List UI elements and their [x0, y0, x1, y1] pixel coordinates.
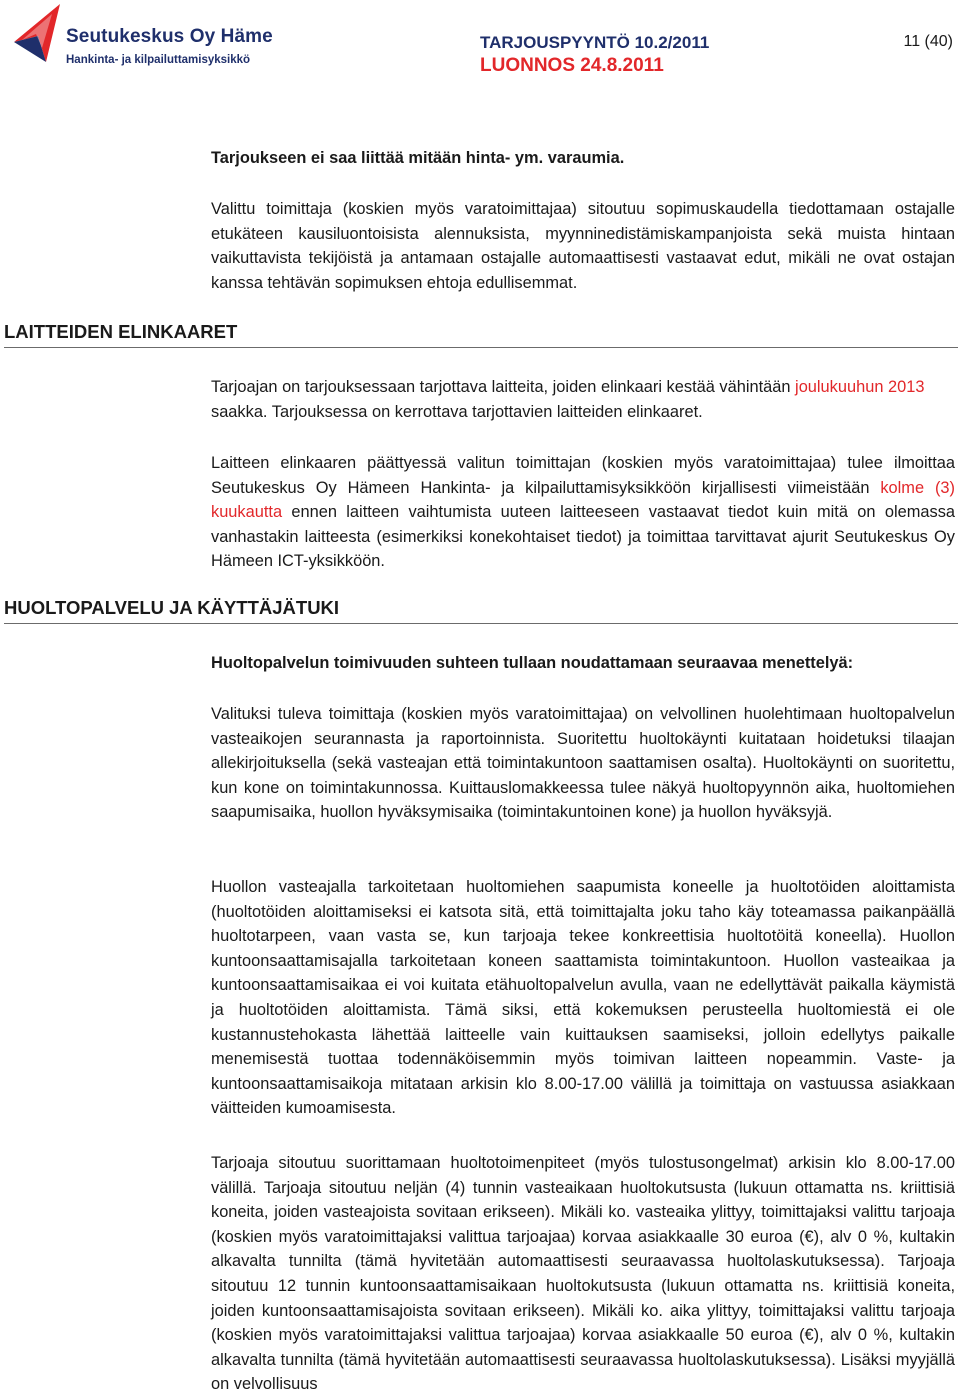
paragraph-service-2: Huollon vasteajalla tarkoitetaan huoltomiehen saapumista koneelle ja huoltotöiden aloittamista (huoltotöiden aloittamiseksi ei katsota sitä, että toimittajalta joku taho käy toteamassa paikanpäällä huoltotarpeen, vaan vasta se, kun tarjoaja tekee konkreettisia huoltotöitä koneella). Huollon kuntoonsaattamisajalla tarkoitetaan koneen saattamista toimintakuntoon. Huollon vasteaikaa ja kuntoonsaattamisaikaa ei voi kuitata etähuoltopalvelun avulla, vaan ne edellyttävät paikalla käymistä ja huoltotöiden aloittamista. Tämä siksi, että kokemuksen perusteella huoltomiestä ei ole kustannustehokasta lähettää laitteelle vain kuittauksen saamiseksi, jolloin edellytys paikalle menemisestä tuottaa todennäköisemmin myös toimivan laitteen nopeammin. Vaste- ja kuntoonsaattamisaikoja mitataan arkisin klo 8.00-17.00 välillä ja toimittaja on vastuussa asiakkaan väitteiden kumoamisesta. — [211, 878, 955, 1118]
paragraph-end-of-life — [211, 451, 955, 574]
lifecycle-text-a: Tarjoajan on tarjouksessaan tarjottava laitteita, joiden elinkaari kestää vähintään — [211, 378, 796, 396]
end-deadline-highlight: kolme (3) kuukautta — [211, 478, 956, 522]
paragraph-service-heading: Huoltopalvelun toimivuuden suhteen tullaan noudattamaan seuraavaa menettelyä: — [211, 654, 854, 672]
paragraph-lifecycle — [211, 375, 955, 424]
section-divider — [4, 623, 958, 624]
paragraph-service-1: Valituksi tuleva toimittaja (koskien myös varatoimittajaa) on velvollinen huolehtimaan huoltopalvelun vasteaikojen seurannasta ja raportoinnista. Suoritettu huoltokäynti kuitataan hoidetuksi tilaajan allekirjoituksella (sekä vasteajan että toimintakuntoon saattamisen osalta). Huoltokäynti on suoritettu, kun kone on toimintakunnossa. Kuittauslomakkeessa tulee näkyä huoltopyynnön aika, huoltomiehen saapumisaika, huollon hyväksymisaika (toimintakuntoinen kone) ja huollon hyväksyjä. — [211, 705, 955, 822]
page-number: 11 (40) — [903, 33, 953, 50]
organization-unit: Hankinta- ja kilpailuttamisyksikkö — [66, 54, 251, 66]
section-divider — [4, 347, 958, 348]
lifecycle-text-b: saakka. Tarjouksessa on kerrottava tarjottavien laitteiden elinkaaret. — [211, 402, 703, 421]
section-heading-lifecycle: LAITTEIDEN ELINKAARET — [4, 321, 238, 342]
paragraph-discounts: Valittu toimittaja (koskien myös varatoimittajaa) sitoutuu sopimuskaudella tiedottamaan ostajalle etukäteen kausiluontoisista alennuksista, myynninedistämiskampanjoista sekä muista hintaan vaikuttavista tekijöistä ja antamaan ostajalle automaattisesti vastaavat edut, mikäli ne ovat ostajan kanssa tehtävän sopimuksen ehtoja edullisemmat. — [211, 200, 955, 292]
lifecycle-date-highlight: joulukuuhun 2013 — [795, 378, 925, 396]
paragraph-no-reservations: Tarjoukseen ei saa liittää mitään hinta- ym. varaumia. — [211, 149, 625, 167]
section-heading-service: HUOLTOPALVELU JA KÄYTTÄJÄTUKI — [4, 597, 340, 618]
end-text-a: Laitteen elinkaaren päättyessä valitun toimittajan (koskien myös varatoimittajaa) tulee ilmoittaa Seutukeskus Oy Hämeen Hankinta- ja kilpailuttamisyksikköön kirjallisesti viimeistään — [211, 454, 955, 497]
company-logo-icon — [12, 2, 62, 64]
end-text-b: ennen laitteen vaihtumista uuteen laitteeseen vastaavat tiedot kuin mitä on olemassa vanhastakin laitteesta (esimerkiksi konekohtaiset tiedot) ja toimittaa tarvittavat ajurit Seutukeskus Oy Hämeen ICT-yksikköön. — [211, 503, 955, 571]
organization-name: Seutukeskus Oy Häme — [66, 26, 273, 47]
paragraph-service-3: Tarjoaja sitoutuu suorittamaan huoltotoimenpiteet (myös tulostusongelmat) arkisin klo 8.00-17.00 välillä. Tarjoaja sitoutuu neljän (4) tunnin vasteaikaan huoltokutsusta (lukuun ottamatta ns. kriittisiä koneita, joiden vasteajoista sovitaan erikseen). Mikäli ko. vasteaika ylittyy, toimittajaksi valittu tarjoaja (koskien myös varatoimittajaksi valittua tarjoajaa) korvaa asiakkaalle 30 euroa (€), alv 0 %, kultakin alkavalta tunnilta (tämä hyvitetään automaattisesti seuraavassa huoltolaskutuksessa). Tarjoaja sitoutuu 12 tunnin kuntoonsaattamisaikaan huoltokutsusta (lukuun ottamatta ns. kriittisiä koneita, joiden kuntoonsaattamisajoista sovitaan erikseen). Mikäli ko. aika ylittyy, toimittajaksi valittu tarjoaja (koskien myös varatoimittajaksi valittua tarjoajaa) korvaa asiakkaalle 50 euroa (€), alv 0 %, kultakin alkavalta tunnilta (tämä hyvitetään automaattisesti seuraavassa huoltolaskutuksessa). Lisäksi myyjällä on velvollisuus — [211, 1154, 955, 1394]
document-title: TARJOUSPYYNTÖ 10.2/2011 — [480, 33, 710, 52]
document-draft-label: LUONNOS 24.8.2011 — [480, 55, 664, 76]
